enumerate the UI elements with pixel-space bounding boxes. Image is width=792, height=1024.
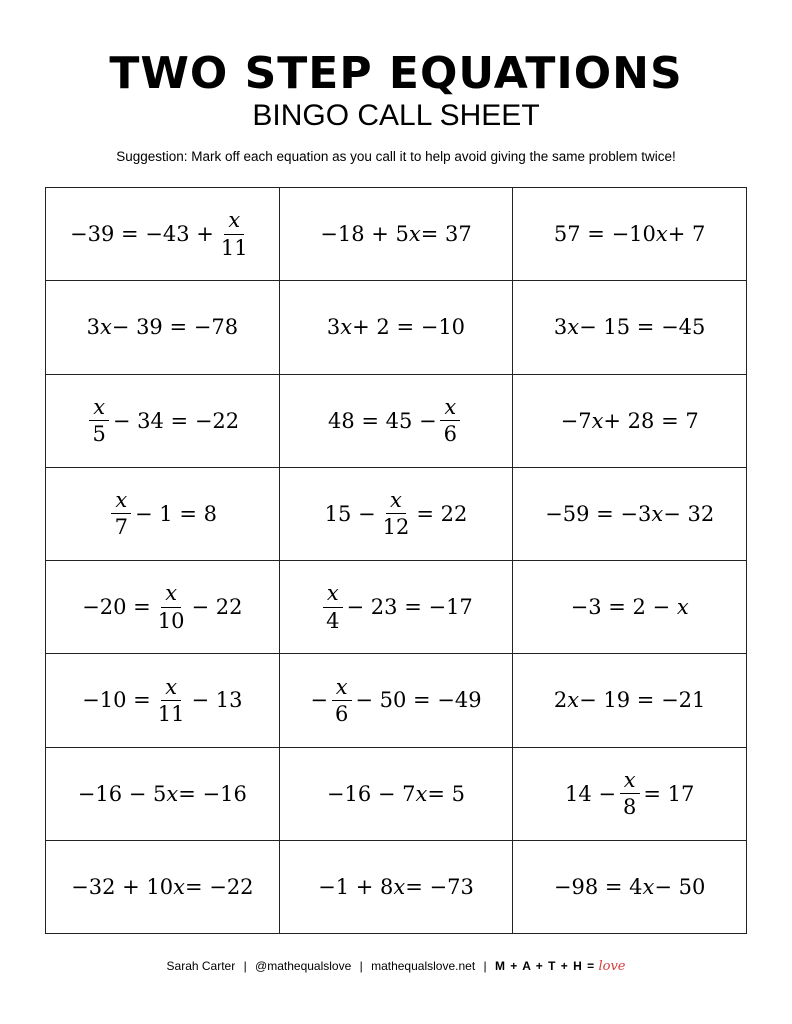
- grid-row: [46, 840, 747, 933]
- variable: x: [651, 501, 664, 526]
- fraction-denominator: 11: [220, 235, 248, 260]
- bingo-call-grid: [45, 187, 747, 934]
- fraction-numerator: x: [111, 488, 131, 514]
- equation-part: − 23 = −17: [346, 595, 473, 620]
- equation-part: −7: [560, 408, 592, 433]
- footer-handle: @mathequalslove: [255, 959, 352, 973]
- fraction-numerator: x: [161, 581, 181, 607]
- equation-cell: [46, 840, 280, 933]
- fraction: [440, 395, 461, 446]
- equation: [545, 502, 714, 526]
- equation: [82, 675, 242, 726]
- equation-part: = −73: [405, 874, 474, 899]
- suggestion-text: Suggestion: Mark off each equation as you call it to help avoid giving the same problem twice!: [116, 149, 676, 164]
- grid-row: [46, 188, 747, 281]
- brand-logo-text: M + A + T + H =: [494, 959, 596, 973]
- fraction-numerator: x: [89, 395, 109, 421]
- equation-part: = 37: [420, 222, 472, 247]
- fraction-numerator: x: [323, 581, 343, 607]
- equation-cell: [46, 654, 280, 747]
- equation: [108, 488, 217, 539]
- equation: [571, 595, 689, 619]
- equation-part: −18 + 5: [320, 222, 409, 247]
- equation-part: −32 + 10: [71, 874, 174, 899]
- equation: [320, 222, 471, 246]
- footer-site: mathequalslove.net: [371, 959, 476, 973]
- equation-cell: [279, 747, 513, 840]
- equation: [325, 488, 468, 539]
- fraction-numerator: x: [332, 675, 352, 701]
- equation-part: = 22: [416, 501, 468, 526]
- equation: [86, 395, 240, 446]
- fraction: [111, 488, 132, 539]
- equation: [327, 315, 465, 339]
- fraction-denominator: 8: [622, 795, 637, 820]
- fraction-denominator: 7: [114, 515, 129, 540]
- equation: [554, 222, 705, 246]
- equation: [70, 208, 255, 259]
- equation-part: −16 − 5: [77, 781, 167, 806]
- equation: [319, 581, 473, 632]
- fraction-denominator: 12: [382, 515, 410, 540]
- equation-part: −20 =: [82, 595, 151, 620]
- variable: x: [415, 781, 428, 806]
- footer-separator: |: [359, 959, 363, 973]
- fraction-numerator: x: [440, 395, 460, 421]
- equation-cell: [46, 467, 280, 560]
- equation-part: = 5: [427, 781, 466, 806]
- equation-cell: [279, 281, 513, 374]
- equation-part: 57 = −10: [553, 222, 656, 247]
- equation-part: + 2 = −10: [352, 315, 466, 340]
- equation-part: = 17: [643, 781, 695, 806]
- variable: x: [340, 315, 353, 340]
- grid-row: [46, 654, 747, 747]
- variable: x: [166, 781, 179, 806]
- equation-part: 48 = 45 −: [327, 408, 437, 433]
- fraction: [379, 488, 414, 539]
- equation-part: −59 = −3: [545, 501, 652, 526]
- equation-cell: [279, 654, 513, 747]
- equation-cell: [513, 281, 747, 374]
- fraction: [331, 675, 352, 726]
- fraction-denominator: 5: [92, 422, 106, 447]
- fraction-denominator: 6: [334, 701, 349, 726]
- grid-row: [46, 281, 747, 374]
- equation-part: 3: [326, 315, 341, 340]
- equation-part: −39 = −43 +: [70, 222, 214, 247]
- fraction: [89, 395, 110, 446]
- fraction: [322, 581, 343, 632]
- equation: [561, 409, 699, 433]
- equation-part: − 50: [654, 874, 706, 899]
- equation-part: − 13: [191, 688, 243, 713]
- equation-part: −1 + 8: [318, 874, 394, 899]
- equation-part: 2: [553, 688, 568, 713]
- equation-cell: [279, 840, 513, 933]
- variable: x: [173, 874, 185, 899]
- grid-row: [46, 467, 747, 560]
- equation-part: = −16: [178, 781, 247, 806]
- equation: [82, 581, 242, 632]
- page-footer: [0, 958, 792, 975]
- equation-part: − 19 = −21: [579, 688, 706, 713]
- equation-cell: [46, 561, 280, 654]
- equation-part: − 1 = 8: [135, 501, 217, 526]
- fraction: [154, 581, 189, 632]
- equation-cell: [46, 747, 280, 840]
- equation-part: − 34 = −22: [112, 408, 240, 433]
- equation: [554, 875, 705, 899]
- equation-part: − 50 = −49: [355, 688, 482, 713]
- fraction-numerator: x: [224, 208, 244, 234]
- variable: x: [99, 315, 112, 340]
- footer-separator: |: [483, 959, 487, 973]
- equation-part: − 22: [191, 595, 243, 620]
- variable: x: [642, 874, 655, 899]
- equation: [565, 768, 694, 819]
- page-title: TWO STEP EQUATIONS: [109, 48, 683, 99]
- variable: x: [567, 315, 580, 340]
- fraction: [217, 208, 252, 259]
- footer-author: Sarah Carter: [166, 959, 236, 973]
- equation-cell: [513, 654, 747, 747]
- equation-part: −3 = 2 −: [570, 595, 671, 620]
- equation-cell: [513, 747, 747, 840]
- equation-part: − 39 = −78: [111, 315, 239, 340]
- fraction-numerator: x: [161, 675, 181, 701]
- equation-cell: [513, 374, 747, 467]
- equation-part: + 28 = 7: [603, 408, 699, 433]
- equation-part: −: [310, 688, 328, 713]
- grid-row: [46, 561, 747, 654]
- equation-part: 3: [553, 315, 568, 340]
- equation-cell: [46, 374, 280, 467]
- grid-row: [46, 747, 747, 840]
- fraction-denominator: 10: [157, 608, 185, 633]
- variable: x: [393, 874, 406, 899]
- equation-cell: [46, 188, 280, 281]
- equation-part: 15 −: [324, 501, 376, 526]
- variable: x: [408, 222, 421, 247]
- equation-cell: [513, 840, 747, 933]
- equation-cell: [513, 188, 747, 281]
- fraction: [154, 675, 189, 726]
- equation: [310, 675, 481, 726]
- fraction-denominator: 6: [443, 422, 457, 447]
- equation-part: − 32: [663, 501, 715, 526]
- variable: x: [567, 688, 580, 713]
- equation-part: −16 − 7: [326, 781, 416, 806]
- equation-cell: [513, 561, 747, 654]
- variable: x: [676, 595, 689, 620]
- equation: [71, 875, 253, 899]
- equation-cell: [46, 281, 280, 374]
- equation: [78, 782, 247, 806]
- equation: [554, 315, 705, 339]
- equation: [554, 688, 705, 712]
- equation-cell: [513, 467, 747, 560]
- equation-part: = −22: [184, 874, 254, 899]
- equation-part: 14 −: [564, 781, 616, 806]
- footer-separator: |: [243, 959, 247, 973]
- fraction-numerator: x: [386, 488, 406, 514]
- equation-part: − 15 = −45: [579, 315, 706, 340]
- equation: [328, 395, 464, 446]
- fraction-denominator: 4: [326, 608, 340, 633]
- equation-cell: [279, 467, 513, 560]
- equation: [87, 315, 238, 339]
- fraction-denominator: 11: [157, 701, 185, 726]
- equation-cell: [279, 561, 513, 654]
- variable: x: [591, 408, 604, 433]
- equation-cell: [279, 188, 513, 281]
- equation-part: 3: [86, 315, 100, 340]
- equation-part: + 7: [667, 222, 706, 247]
- equation-part: −10 =: [82, 688, 151, 713]
- equation-cell: [279, 374, 513, 467]
- variable: x: [655, 222, 668, 247]
- brand-love-logo: love: [598, 959, 626, 974]
- fraction-numerator: x: [620, 768, 640, 794]
- fraction: [619, 768, 640, 819]
- equation: [318, 875, 474, 899]
- equation: [327, 782, 465, 806]
- grid-row: [46, 374, 747, 467]
- page-subtitle: BINGO CALL SHEET: [252, 99, 540, 132]
- equation-part: −98 = 4: [553, 874, 643, 899]
